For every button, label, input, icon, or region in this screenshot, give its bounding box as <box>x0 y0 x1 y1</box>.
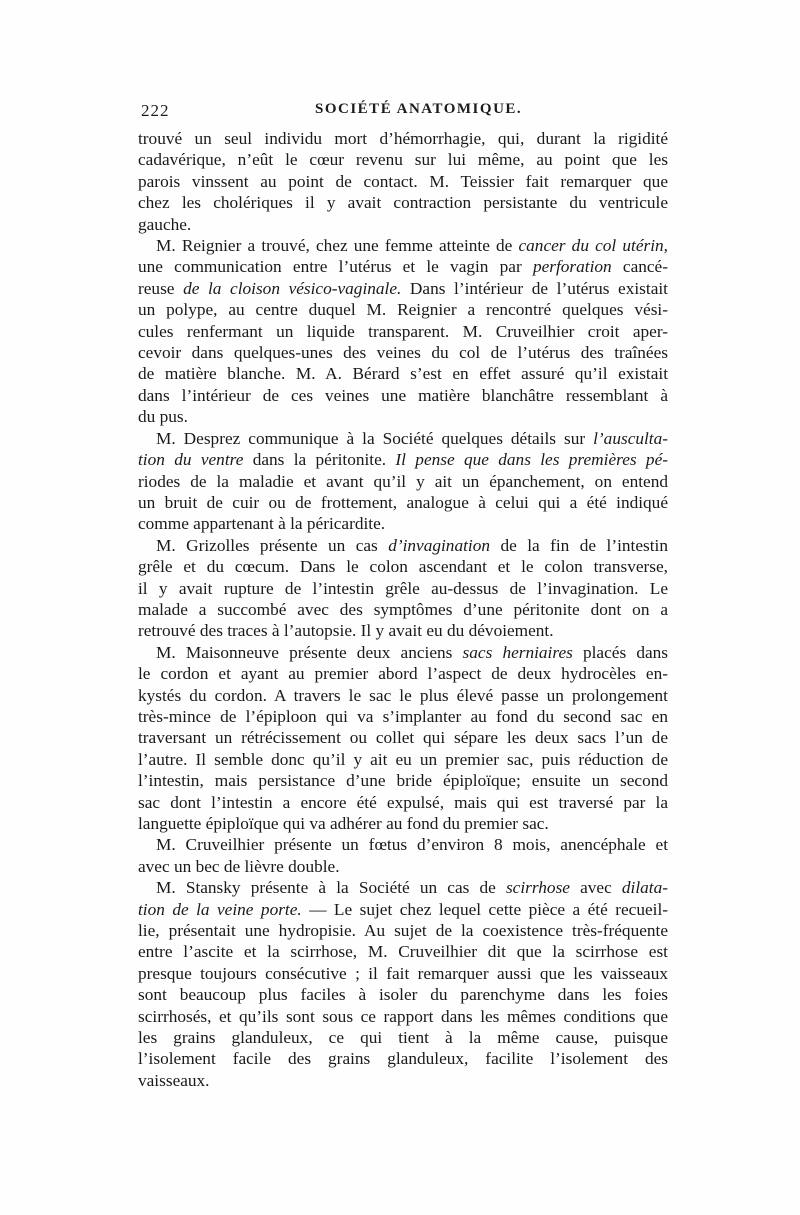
text-span: les grains glanduleux, ce qui tient à la même cause, puisque <box>138 1028 668 1048</box>
text-line <box>138 256 668 277</box>
text-line <box>138 727 668 748</box>
text-span: sont beaucoup plus faciles à isoler du parenchyme dans les foies <box>138 985 668 1005</box>
text-span: avec un bec de lièvre double. <box>138 856 340 876</box>
text-line <box>138 535 668 556</box>
text-line <box>138 235 668 256</box>
text-span: l’isolement facile des grains glanduleux, facilite l’isolement des <box>138 1049 668 1069</box>
text-line <box>138 963 668 984</box>
text-span: scirrhosés, et qu’ils sont sous ce rapport dans les mêmes conditions que <box>138 1006 668 1026</box>
text-line <box>138 1027 668 1048</box>
text-line <box>138 984 668 1005</box>
text-line <box>138 278 668 299</box>
text-span: sac dont l’intestin a encore été expulsé, mais qui est traversé par la <box>138 792 668 812</box>
italic-text: cancer du col utérin, <box>518 236 668 256</box>
text-span: une communication entre l’utérus et le vagin par <box>138 257 533 277</box>
text-span: cadavérique, n’eût le cœur revenu sur lui même, au point que les <box>138 150 668 170</box>
italic-text: scirrhose <box>505 878 570 898</box>
text-line <box>138 770 668 791</box>
text-line <box>138 449 668 470</box>
text-span: gauche. <box>138 214 192 234</box>
text-line <box>138 363 668 384</box>
text-line <box>138 214 668 235</box>
text-span: un bruit de cuir ou de frottement, analogue à celui qui a été indiqué <box>138 492 668 512</box>
text-span: lie, présentait une hydropisie. Au sujet de la coexistence très-fréquente <box>138 921 668 941</box>
text-line <box>138 513 668 534</box>
paragraph <box>138 235 668 428</box>
italic-text: d’invagination <box>388 535 490 555</box>
running-title: SOCIÉTÉ ANATOMIQUE. <box>315 101 523 117</box>
text-span: reuse <box>138 278 184 298</box>
italic-text: tion de la veine porte. <box>138 899 302 919</box>
text-line <box>138 1070 668 1091</box>
text-line <box>138 749 668 770</box>
text-span: M. Stansky présente à la Société un cas de <box>156 878 506 898</box>
text-line <box>138 834 668 855</box>
paragraph <box>138 642 668 835</box>
text-line <box>138 1048 668 1069</box>
paragraph <box>138 428 668 535</box>
text-line <box>138 171 668 192</box>
italic-text: tion du ventre <box>138 450 244 470</box>
text-line <box>138 877 668 898</box>
text-line <box>138 321 668 342</box>
text-line <box>138 342 668 363</box>
text-line <box>138 941 668 962</box>
text-line <box>138 428 668 449</box>
text-line <box>138 406 668 427</box>
italic-text: perforation <box>532 257 612 277</box>
text-line <box>138 642 668 663</box>
text-line <box>138 192 668 213</box>
text-span: M. Grizolles présente un cas <box>156 535 389 555</box>
paragraph <box>138 535 668 642</box>
text-line <box>138 685 668 706</box>
text-span: l’autre. Il semble donc qu’il y ait eu un premier sac, puis réduction de <box>138 749 668 769</box>
text-line <box>138 492 668 513</box>
text-span: dans la <box>243 450 316 470</box>
text-span: vaisseaux. <box>138 1070 210 1090</box>
text-line <box>138 578 668 599</box>
text-span: parois vinssent au point de contact. M. Teissier fait remarquer que <box>138 171 668 191</box>
text-line <box>138 556 668 577</box>
italic-text: de la cloison vésico-vaginale. <box>183 278 402 298</box>
text-span: languette épiploïque qui va adhérer au fond du premier sac. <box>138 814 549 833</box>
text-span: traversant un rétrécissement ou collet qui sépare les deux sacs l’un de <box>138 728 668 748</box>
text-span: entre l’ascite et la scirrhose, M. Cruveilhier dit que la scirrhose est <box>138 942 668 962</box>
text-span: M. Cruveilhier présente un fœtus d’environ 8 mois, anencéphale et <box>156 835 668 855</box>
text-span: grêle et du cœcum. Dans le colon ascendant et le colon transverse, <box>138 557 668 577</box>
text-line <box>138 128 668 149</box>
paragraph <box>138 834 668 877</box>
text-span: péritonite. <box>315 450 387 470</box>
italic-text: l’ausculta- <box>593 428 668 448</box>
italic-text: dilata- <box>621 878 668 898</box>
italic-text: sacs herniaires <box>462 642 573 662</box>
text-span: du pus. <box>138 407 188 427</box>
text-line <box>138 856 668 877</box>
text-line <box>138 385 668 406</box>
text-line <box>138 706 668 727</box>
text-span: de la fin de l’intestin <box>489 535 668 555</box>
paragraph <box>138 877 668 1091</box>
text-span: comme appartenant à la péricardite. <box>138 514 386 534</box>
text-span: Dans l’intérieur de l’utérus existait <box>401 278 668 298</box>
text-span: il y avait rupture de l’intestin grêle au-dessus de l’invagination. Le <box>138 578 668 598</box>
text-span: retrouvé des traces à l’autopsie. Il y avait eu du dévoiement. <box>138 621 554 641</box>
text-span: M. Desprez communique à la Société quelques détails sur <box>156 428 594 448</box>
text-line <box>138 792 668 813</box>
text-line <box>138 299 668 320</box>
text-line <box>138 599 668 620</box>
text-line <box>138 920 668 941</box>
text-line <box>138 663 668 684</box>
text-line <box>138 620 668 641</box>
text-span: dans l’intérieur de ces veines une matière blanchâtre ressemblant à <box>138 385 668 405</box>
text-span: chez les cholériques il y avait contraction persistante du ventricule <box>138 193 668 213</box>
text-span: trouvé un seul individu mort d’hémorrhagie, qui, durant la rigidité <box>138 129 668 148</box>
page-body-text <box>138 128 668 1091</box>
text-line <box>138 899 668 920</box>
page-number: 222 <box>141 101 170 120</box>
text-line <box>138 471 668 492</box>
text-span: le cordon et ayant au premier abord l’aspect de deux hydrocèles en- <box>138 664 668 684</box>
text-span: placés dans <box>572 642 668 662</box>
text-span: cevoir dans quelques-unes des veines du col de l’utérus des traînées <box>138 343 668 363</box>
text-span: presque toujours consécutive ; il fait remarquer aussi que les vaisseaux <box>138 963 668 983</box>
text-span: très-mince de l’épiploon qui va s’implanter au fond du second sac en <box>138 706 668 726</box>
text-line <box>138 1006 668 1027</box>
page-header <box>141 101 665 125</box>
text-span: de matière blanche. M. A. Bérard s’est en effet assuré qu’il existait <box>138 364 668 384</box>
text-span: malade a succombé avec des symptômes d’une péritonite dont on a <box>138 599 668 619</box>
italic-text: Il pense que dans les premières pé- <box>386 450 669 470</box>
text-span: M. Maisonneuve présente deux anciens <box>156 642 463 662</box>
text-span: cules renfermant un liquide transparent. M. Cruveilhier croit aper- <box>138 321 668 341</box>
text-span: avec <box>569 878 622 898</box>
text-line <box>138 149 668 170</box>
text-span: un polype, au centre duquel M. Reignier a rencontré quelques vési- <box>138 300 668 320</box>
text-line <box>138 813 668 834</box>
text-span: — Le sujet chez lequel cette pièce a été recueil- <box>301 899 668 919</box>
text-span: l’intestin, mais persistance d’une bride épiploïque; ensuite un second <box>138 771 668 791</box>
text-span: cancé- <box>611 257 668 277</box>
text-span: M. Reignier a trouvé, chez une femme atteinte de <box>156 236 519 256</box>
paragraph <box>138 128 668 235</box>
text-span: kystés du cordon. A travers le sac le plus élevé passe un prolongement <box>138 685 668 705</box>
text-span: riodes de la maladie et avant qu’il y ait un épanchement, on entend <box>138 471 668 491</box>
